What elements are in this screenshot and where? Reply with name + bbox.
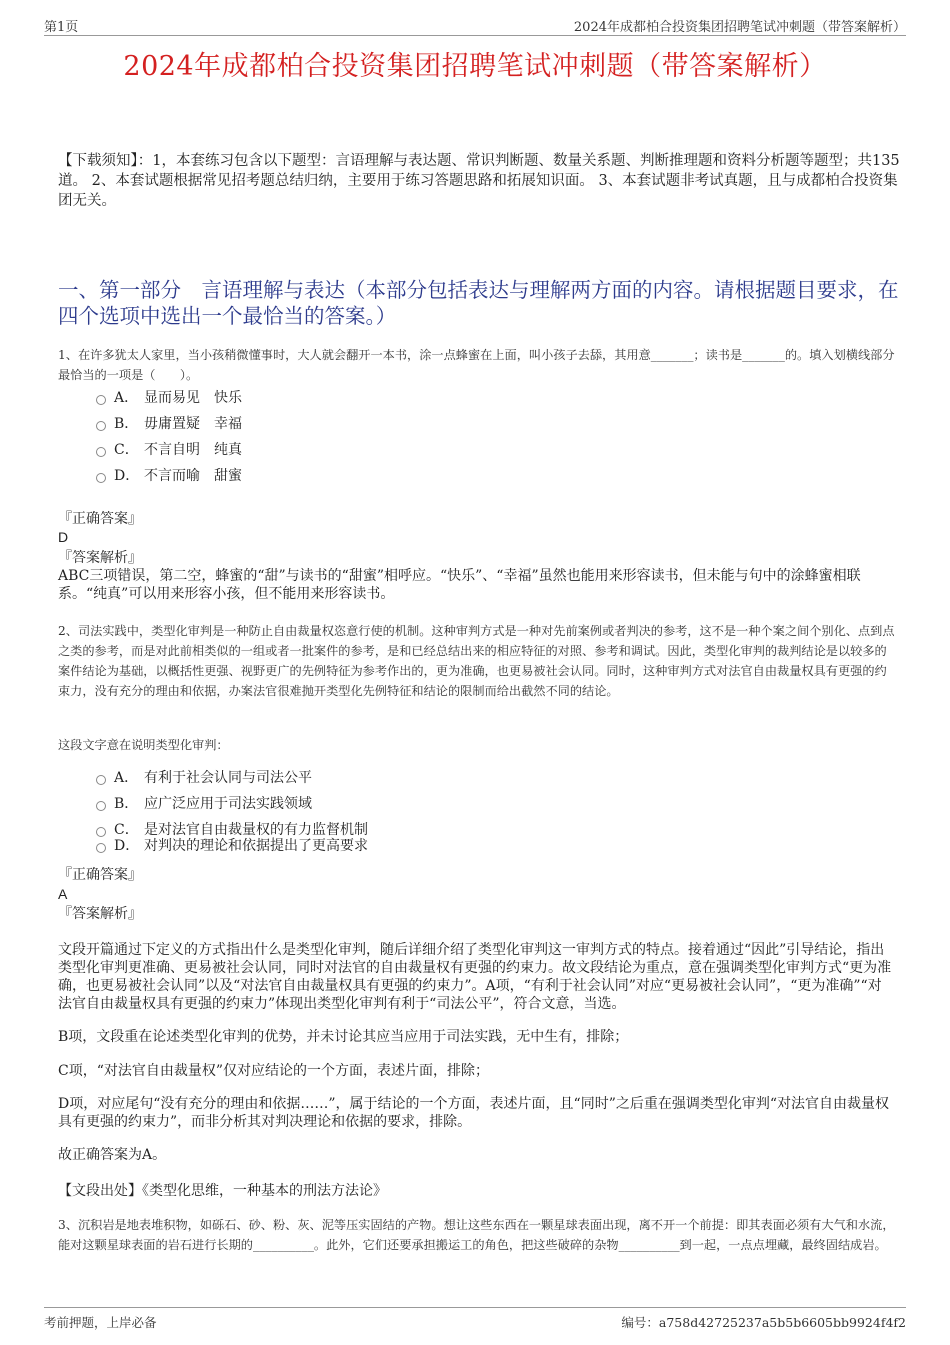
- radio-icon[interactable]: [96, 395, 106, 405]
- header-page-number: 第1页: [44, 20, 79, 35]
- footer-doc-id: 编号：a758d42725237a5b5b6605bb9924f4f2: [621, 1315, 906, 1330]
- q1-analysis-label: 『答案解析』: [58, 550, 142, 566]
- option-letter: B．: [114, 416, 139, 432]
- radio-icon[interactable]: [96, 775, 106, 785]
- q1-option-b[interactable]: [96, 414, 242, 434]
- radio-icon[interactable]: [96, 801, 106, 811]
- q1-answer: D: [58, 529, 69, 545]
- q1-option-c[interactable]: [96, 440, 242, 460]
- download-notice: 【下载须知】：1，本套练习包含以下题型：言语理解与表达题、常识判断题、数量关系题、判断推理题和资料分析题等题型；共135道。 2、本套试题根据常见招考题总结归纳，主要用于练习答题思路和拓展知识面。 3、本套试题非考试真题，且与成都柏合投资集团无关。: [58, 153, 900, 209]
- footer-divider: [44, 1307, 906, 1308]
- question-1-text: 1、在许多犹太人家里，当小孩稍微懂事时，大人就会翻开一本书，涂一点蜂蜜在上面，叫小孩子去舔，其用意_______；读书是_______的。填入划横线部分最恰当的一项是（ ）。: [58, 348, 895, 382]
- option-letter: C．: [114, 822, 139, 838]
- q1-answer-label: 『正确答案』: [58, 511, 142, 527]
- q2-answer-label: 『正确答案』: [58, 867, 142, 883]
- q1-analysis: ABC三项错误，第二空，蜂蜜的“甜”与读书的“甜蜜”相呼应。“快乐”、“幸福”虽然也能用来形容读书，但未能与句中的涂蜂蜜相联系。“纯真”可以用来形容小孩，但不能用来形容读书。: [58, 568, 861, 602]
- option-letter: D．: [114, 838, 140, 854]
- option-text: 对判决的理论和依据提出了更高要求: [144, 838, 368, 854]
- q2-source: 【文段出处】《类型化思维，一种基本的刑法方法论》: [58, 1183, 387, 1199]
- page-title: 2024年成都柏合投资集团招聘笔试冲刺题（带答案解析）: [123, 51, 827, 82]
- q2-analysis-paragraph: D项，对应尾句“没有充分的理由和依据……”，属于结论的一个方面，表述片面，且“同时”之后重在强调类型化审判“对法官自由裁量权具有更强的约束力”，而非分析其对判决理论和依据的要求，排除。: [58, 1096, 890, 1130]
- question-2-prompt: 这段文字意在说明类型化审判：: [58, 738, 229, 752]
- option-letter: A．: [114, 390, 139, 406]
- radio-icon[interactable]: [96, 827, 106, 837]
- radio-icon[interactable]: [96, 473, 106, 483]
- option-text: 有利于社会认同与司法公平: [144, 770, 312, 786]
- footer-slogan: 考前押题，上岸必备: [44, 1315, 157, 1330]
- q1-option-a[interactable]: [96, 388, 242, 408]
- header-divider: [44, 35, 906, 36]
- question-3-text: 3、沉积岩是地表堆积物，如砾石、砂、粉、灰、泥等压实固结的产物。想让这些东西在一颗星球表面出现，离不开一个前提：即其表面必须有大气和水流，能对这颗星球表面的岩石进行长期的__________。此外，它们还要承担搬运工的角色，把这些破碎的杂物__________到一起，一点点埋藏，最终固结成岩。: [58, 1218, 895, 1252]
- option-text: 应广泛应用于司法实践领域: [144, 796, 312, 812]
- option-letter: D．: [114, 468, 140, 484]
- option-letter: A．: [114, 770, 139, 786]
- q2-analysis-paragraph: 文段开篇通过下定义的方式指出什么是类型化审判，随后详细介绍了类型化审判这一审判方式的特点。接着通过“因此”引导结论，指出类型化审判更准确、更易被社会认同，同时对法官的自由裁量权有更强的约束力。故文段结论为重点，意在强调类型化审判方式“更为准确，也更易被社会认同”以及“对法官自由裁量权具有更强的约束力”。A项，“有利于社会认同”对应“更易被社会认同”，“更为准确”“对法官自由裁量权具有更强的约束力”体现出类型化审判有利于“司法公平”，符合文意，当选。: [58, 942, 892, 1012]
- q2-option-b[interactable]: [96, 794, 312, 814]
- q1-option-d[interactable]: [96, 466, 242, 486]
- q2-analysis-paragraph: B项，文段重在论述类型化审判的优势，并未讨论其应当应用于司法实践，无中生有，排除；: [58, 1029, 629, 1045]
- option-letter: C．: [114, 442, 139, 458]
- option-text: 显而易见 快乐: [144, 390, 242, 406]
- q2-option-a[interactable]: [96, 768, 312, 788]
- option-text: 不言自明 纯真: [144, 442, 242, 458]
- q2-option-d[interactable]: [96, 836, 368, 856]
- option-text: 是对法官自由裁量权的有力监督机制: [144, 822, 368, 838]
- question-2-text: 2、司法实践中，类型化审判是一种防止自由裁量权恣意行使的机制。这种审判方式是一种对先前案例或者判决的参考，这不是一种个案之间个别化、点到点之类的参考，而是对此前相类似的一组或者一批案件的参考，是和已经总结出来的相应特征的对照、参考和调试。因此，类型化审判的裁判结论是以较多的案件结论为基础，以概括性更强、视野更广的先例特征为参考作出的，更为准确，也更易被社会认同。同时，这种审判方式对法官自由裁量权具有更强的约束力，没有充分的理由和依据，办案法官很难抛开类型化先例特征和结论的限制而给出截然不同的结论。: [58, 624, 895, 698]
- q2-analysis-paragraph: C项，“对法官自由裁量权”仅对应结论的一个方面，表述片面，排除；: [58, 1063, 490, 1079]
- header-doc-title: 2024年成都柏合投资集团招聘笔试冲刺题（带答案解析）: [573, 20, 906, 35]
- q2-analysis-label: 『答案解析』: [58, 906, 142, 922]
- radio-icon[interactable]: [96, 421, 106, 431]
- option-text: 不言而喻 甜蜜: [144, 468, 242, 484]
- radio-icon[interactable]: [96, 447, 106, 457]
- q2-answer: A: [58, 886, 68, 902]
- radio-icon[interactable]: [96, 843, 106, 853]
- q2-analysis-paragraph: 故正确答案为A。: [58, 1147, 167, 1163]
- section-heading: 一、第一部分 言语理解与表达（本部分包括表达与理解两方面的内容。请根据题目要求，在四个选项中选出一个最恰当的答案。）: [58, 278, 899, 328]
- option-text: 毋庸置疑 幸福: [144, 416, 242, 432]
- option-letter: B．: [114, 796, 139, 812]
